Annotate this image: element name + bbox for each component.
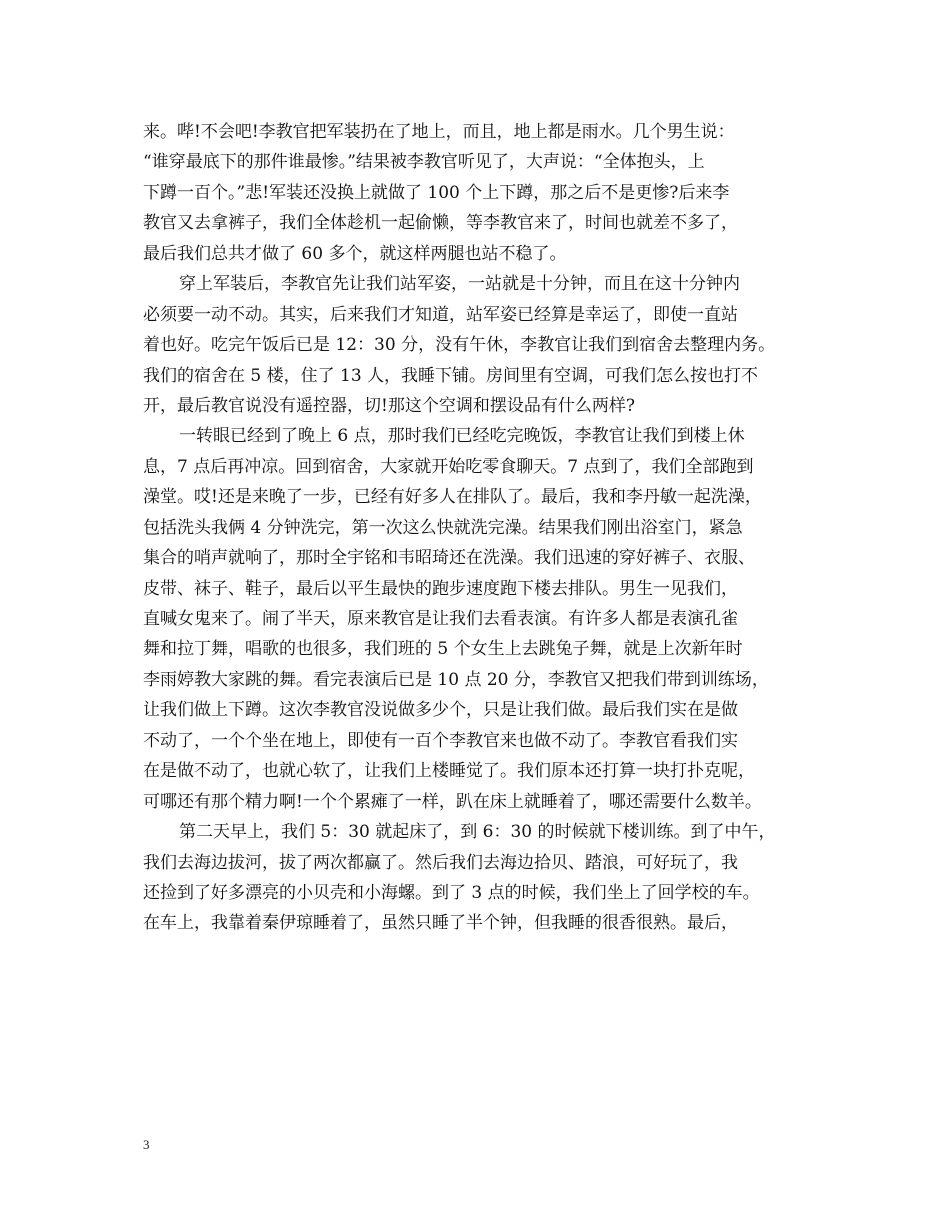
text-line: “谁穿最底下的那件谁最惨。”结果被李教官听见了，大声说：“全体抱头，上 xyxy=(143,152,705,173)
text-line: 最后我们总共才做了 60 多个，就这样两腿也站不稳了。 xyxy=(143,243,567,264)
text-line: 直喊女鬼来了。闹了半天，原来教官是让我们去看表演。有许多人都是表演孔雀 xyxy=(143,609,738,629)
page-number: 3 xyxy=(143,1137,150,1152)
text-line: 舞和拉丁舞，唱歌的也很多，我们班的 5 个女生上去跳兔子舞，就是上次新年时 xyxy=(143,639,743,660)
text-line: 穿上军装后，李教官先让我们站军姿，一站就是十分钟，而且在这十分钟内 xyxy=(179,274,740,295)
text-line: 必须要一动不动。其实，后来我们才知道，站军姿已经算是幸运了，即使一直站 xyxy=(143,304,738,325)
text-line: 教官又去拿裤子，我们全体趁机一起偷懒，等李教官来了，时间也就差不多了， xyxy=(143,213,738,234)
text-line: 让我们做上下蹲。这次李教官没说做多少个，只是让我们做。最后我们实在是做 xyxy=(143,700,738,721)
text-line: 我们去海边拔河，拔了两次都赢了。然后我们去海边拾贝、踏浪，可好玩了，我 xyxy=(143,852,738,873)
text-line: 集合的哨声就响了，那时全宇铭和韦昭琦还在洗澡。我们迅速的穿好裤子、衣服、 xyxy=(143,548,755,569)
text-line: 下蹲一百个。”悲!军装还没换上就做了 100 个上下蹲，那之后不是更惨?后来李 xyxy=(143,182,730,203)
paragraph xyxy=(143,269,823,421)
text-line: 还捡到了好多漂亮的小贝壳和小海螺。到了 3 点的时候，我们坐上了回学校的车。 xyxy=(143,882,760,903)
paragraph xyxy=(143,817,823,939)
text-line: 在车上，我靠着秦伊琼睡着了，虽然只睡了半个钟，但我睡的很香很熟。最后， xyxy=(143,913,738,934)
text-line: 一转眼已经到了晚上 6 点，那时我们已经吃完晚饭，李教官让我们到楼上休 xyxy=(179,426,745,447)
text-line: 息，7 点后再冲凉。回到宿舍，大家就开始吃零食聊天。7 点到了，我们全部跑到 xyxy=(143,456,754,477)
document-body xyxy=(143,117,823,939)
text-line: 第二天早上，我们 5：30 就起床了，到 6：30 的时候就下楼训练。到了中午， xyxy=(179,822,776,843)
text-line: 可哪还有那个精力啊!一个个累瘫了一样，趴在床上就睡着了，哪还需要什么数羊。 xyxy=(143,791,762,812)
text-line: 不动了，一个个坐在地上，即使有一百个李教官来也做不动了。李教官看我们实 xyxy=(143,730,738,751)
text-line: 着也好。吃完午饭后已是 12：30 分，没有午休，李教官让我们到宿舍去整理内务。 xyxy=(143,335,776,356)
text-line: 在是做不动了，也就心软了，让我们上楼睡觉了。我们原本还打算一块打扑克呢， xyxy=(143,761,755,782)
text-line: 来。哔!不会吧!李教官把军装扔在了地上，而且，地上都是雨水。几个男生说： xyxy=(143,122,735,142)
text-line: 开，最后教官说没有遥控器，切!那这个空调和摆设品有什么两样? xyxy=(143,395,635,416)
paragraph xyxy=(143,421,823,817)
paragraph xyxy=(143,117,823,269)
text-line: 我们的宿舍在 5 楼，住了 13 人，我睡下铺。房间里有空调，可我们怎么按也打不 xyxy=(143,365,759,386)
text-line: 皮带、袜子、鞋子，最后以平生最快的跑步速度跑下楼去排队。男生一见我们， xyxy=(143,578,738,599)
text-line: 李雨婷教大家跳的舞。看完表演后已是 10 点 20 分，李教官又把我们带到训练场， xyxy=(143,669,769,690)
text-line: 澡堂。哎!还是来晚了一步，已经有好多人在排队了。最后，我和李丹敏一起洗澡， xyxy=(143,487,762,508)
text-line: 包括洗头我俩 4 分钟洗完，第一次这么快就洗完澡。结果我们刚出浴室门，紧急 xyxy=(143,517,743,538)
